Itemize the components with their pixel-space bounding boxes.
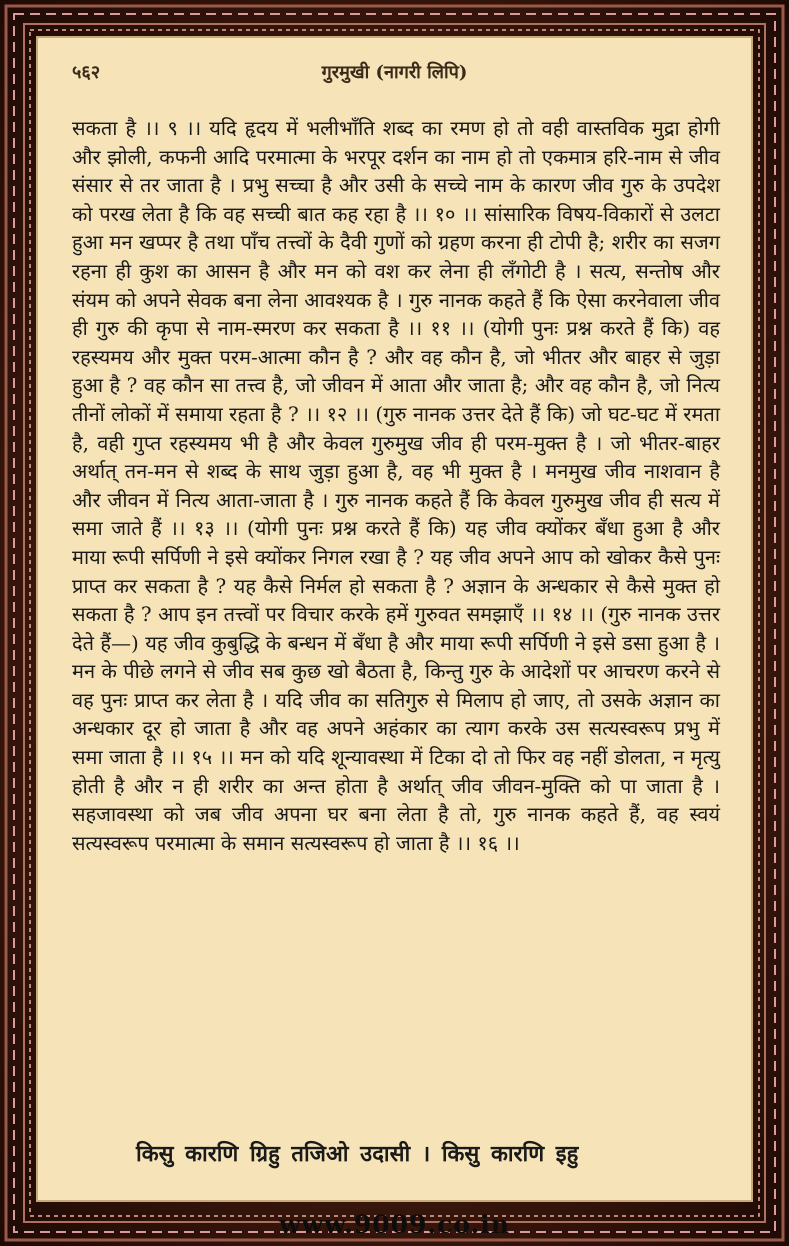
book-page <box>36 36 753 1202</box>
page-number: ५६२ <box>72 62 101 83</box>
page-header <box>72 60 717 90</box>
running-title: गुरमुखी (नागरी लिपि) <box>321 62 468 83</box>
gurmukhi-verse-line: किसु कारणि ग्रिहु तजिओ उदासी । किसु कारणि इहु <box>136 1141 579 1167</box>
commentary-text <box>72 114 720 857</box>
commentary-paragraph: सकता है ।। ९ ।। यदि हृदय में भलीभाँति शब्द का रमण हो तो वही वास्तविक मुद्रा होगी और झोली, कफनी आदि परमात्मा के भरपूर दर्शन का नाम हो तो एकमात्र हरि-नाम से जीव संसार से तर जाता है । प्रभु सच्चा है और उसी के सच्चे नाम के कारण जीव गुरु के उपदेश को परख लेता है कि वह सच्ची बात कह रहा है ।। १० ।। सांसारिक विषय-विकारों से उलटा हुआ मन खप्पर है तथा पाँच तत्त्वों के दैवी गुणों को ग्रहण करना ही टोपी है; शरीर का सजग रहना ही कुश का आसन है और मन को वश कर लेना ही लँगोटी है । सत्य, सन्तोष और संयम को अपने सेवक बना लेना आवश्यक है । गुरु नानक कहते हैं कि ऐसा करनेवाला जीव ही गुरु की कृपा से नाम-स्मरण कर सकता है ।। ११ ।। (योगी पुनः प्रश्न करते हैं कि) वह रहस्यमय और मुक्त परम-आत्मा कौन है ? और वह कौन है, जो भीतर और बाहर से जुड़ा हुआ है ? वह कौन सा तत्त्व है, जो जीवन में आता और जाता है; और वह कौन है, जो नित्य तीनों लोकों में समाया रहता है ? ।। १२ ।। (गुरु नानक उत्तर देते हैं कि) जो घट-घट में रमता है, वही गुप्त रहस्यमय भी है और केवल गुरुमुख जीव ही परम-मुक्त है । जो भीतर-बाहर अर्थात् तन-मन से शब्द के साथ जुड़ा हुआ है, वह भी मुक्त है । मनमुख जीव नाशवान है और जीवन में नित्य आता-जाता है । गुरु नानक कहते हैं कि केवल गुरुमुख जीव ही सत्य में समा जाते हैं ।। १३ ।। (योगी पुनः प्रश्न करते हैं कि) यह जीव क्योंकर बँधा हुआ है और माया रूपी सर्पिणी ने इसे क्योंकर निगल रखा है ? यह जीव अपने आप को खोकर कैसे पुनः प्राप्त कर सकता है ? यह कैसे निर्मल हो सकता है ? अज्ञान के अन्धकार से कैसे मुक्त हो सकता है ? आप इन तत्त्वों पर विचार करके हमें गुरुवत समझाएँ ।। १४ ।। (गुरु नानक उत्तर देते हैं—) यह जीव कुबुद्धि के बन्धन में बँधा है और माया रूपी सर्पिणी ने इसे डसा हुआ है । मन के पीछे लगने से जीव सब कुछ खो बैठता है, किन्तु गुरु के आदेशों पर आचरण करने से वह पुनः प्राप्त कर लेता है । यदि जीव का सतिगुरु से मिलाप हो जाए, तो उसके अज्ञान का अन्धकार दूर हो जाता है और वह अपने अहंकार का त्याग करके उस सत्यस्वरूप प्रभु में समा जाता है ।। १५ ।। मन को यदि शून्यावस्था में टिका दो तो फिर वह नहीं डोलता, न मृत्यु होती है और न ही शरीर का अन्त होता है अर्थात् जीव जीवन-मुक्ति को पा जाता है । सहजावस्था को जब जीव अपना घर बना लेता है तो, गुरु नानक कहते हैं, वह स्वयं सत्यस्वरूप परमात्मा के समान सत्यस्वरूप हो जाता है ।। १६ ।। <box>72 116 720 855</box>
website-watermark: www.9009.co.in <box>279 1210 510 1239</box>
